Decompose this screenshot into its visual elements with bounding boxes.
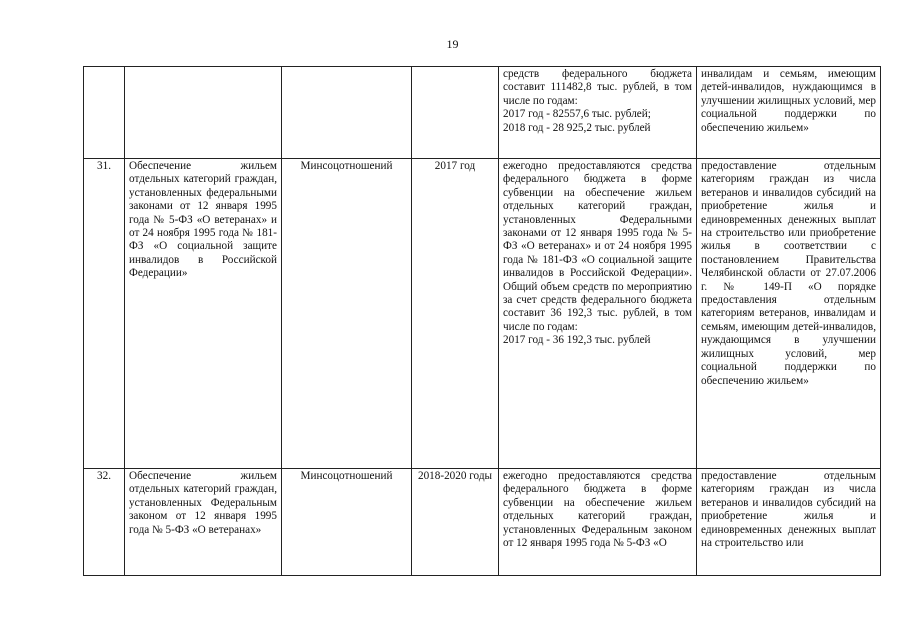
event-text: Обеспечение жильем отдельных категорий граждан, установленных Федеральным законом от 12 января 1995 года № 5-ФЗ «О ветеранах» — [129, 470, 277, 536]
funding-text: средств федерального бюджета составит 111482,8 тыс. рублей, в том числе по годам: — [503, 68, 692, 107]
event-cell: Обеспечение жильем отдельных категорий граждан, установленных федеральными законами от 12 января 1995 года № 5-ФЗ «О ветеранах» и от 24 ноября 1995 года № 181-ФЗ «О социальной защите инвалидов в Российской Федерации» — [125, 159, 282, 469]
funding-text: ежегодно предоставляются средства федерального бюджета в форме субвенции на обеспечение жильем отдельных категорий граждан, установленных Федеральным законом от 12 января 1995 года № 5-ФЗ «О — [503, 470, 692, 550]
row-number-cell — [84, 67, 125, 159]
row-number-cell: 32. — [84, 469, 125, 576]
executor-cell: Минсоцотношений — [282, 469, 412, 576]
table-row — [84, 469, 881, 576]
event-cell — [125, 469, 282, 576]
funding-cell — [499, 67, 697, 159]
table-row — [84, 159, 881, 469]
period-cell: 2017 год — [412, 159, 499, 469]
executor-cell — [282, 67, 412, 159]
page-number: 19 — [446, 37, 459, 51]
funding-text: ежегодно предоставляются средства федерального бюджета в форме субвенции на обеспечение жильем отдельных категорий граждан, установленных Федеральными законами от 12 января 1995 года № 5-ФЗ «О ветеранах» и от 24 ноября 1995 года № 181-ФЗ «О социальной защите инвалидов в Российской Федерации». Общий объем средств по мероприятию за счет средств федерального бюджета составит 36 192,3 тыс. рублей, в том числе по годам: — [503, 160, 692, 333]
row-number-cell: 31. — [84, 159, 125, 469]
table-row — [84, 67, 881, 159]
executor-cell: Минсоцотношений — [282, 159, 412, 469]
funding-year-line: 2018 год - 28 925,2 тыс. рублей — [503, 121, 651, 134]
funding-cell — [499, 159, 697, 469]
measures-table — [83, 66, 881, 576]
funding-cell — [499, 469, 697, 576]
result-cell: инвалидам и семьям, имеющим детей-инвалидов, нуждающимся в улучшении жилищных условий, мер социальной поддержки по обеспечению жильем» — [697, 67, 881, 159]
period-cell — [412, 67, 499, 159]
result-cell: предоставление отдельным категориям граждан из числа ветеранов и инвалидов субсидий на приобретение жилья и единовременных денежных выплат на строительство или приобретение жилья в соответствии с постановлением Правительства Челябинской области от 27.07.2006 г. № 149-П «О порядке предоставления отдельным категориям ветеранов, инвалидам и семьям, имеющим детей-инвалидов, нуждающимся в улучшении жилищных условий, мер социальной поддержки по обеспечению жильем» — [697, 159, 881, 469]
result-text: предоставление отдельным категориям граждан из числа ветеранов и инвалидов субсидий на приобретение жилья и единовременных денежных выплат на строительство или — [701, 470, 876, 550]
period-cell: 2018-2020 годы — [412, 469, 499, 576]
result-cell — [697, 469, 881, 576]
funding-year-line: 2017 год - 82557,6 тыс. рублей; — [503, 108, 651, 121]
event-cell — [125, 67, 282, 159]
funding-year-line: 2017 год - 36 192,3 тыс. рублей — [503, 334, 651, 347]
